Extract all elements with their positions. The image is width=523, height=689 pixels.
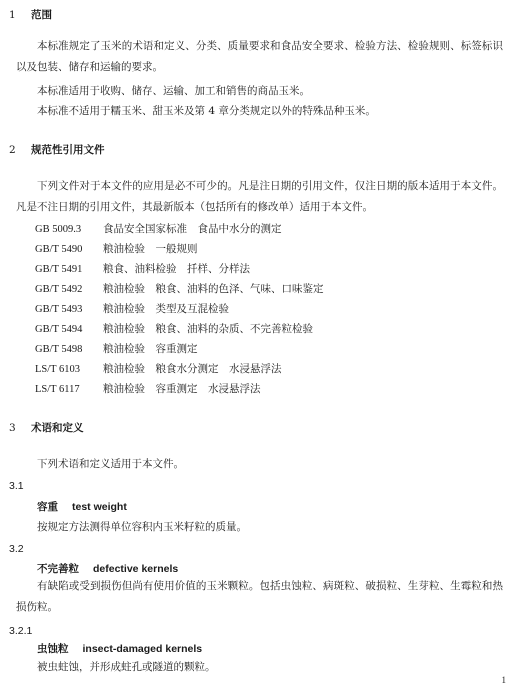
clause-number: 3.1 [9,480,24,492]
section-title: 术语和定义 [31,422,84,434]
term-chinese: 容重 [37,501,58,513]
reference-item [35,222,282,237]
reference-item [35,242,198,257]
term-heading [37,562,178,576]
reference-code: GB/T 5490 [35,244,83,255]
reference-title: 粮食、油料检验 扦样、分样法 [103,263,250,275]
term-english: test weight [72,501,127,513]
reference-code: GB/T 5494 [35,324,83,335]
clause-number: 3.2.1 [9,625,33,637]
section-number: 1 [9,9,16,21]
scope-paragraph-2: 本标准适用于收购、储存、运输、加工和销售的商品玉米。 [37,85,310,97]
clause-number: 3.2 [9,543,24,555]
term-heading [37,500,127,514]
reference-item [35,302,229,317]
term-chinese: 不完善粒 [37,563,79,575]
section-number: 3 [9,422,16,434]
reference-title: 粮油检验 类型及互混检验 [103,303,229,315]
reference-title: 粮油检验 一般规则 [103,243,198,255]
reference-title: 粮油检验 粮食、油料的色泽、气味、口味鉴定 [103,283,324,295]
reference-title: 粮油检验 粮食、油料的杂质、不完善粒检验 [103,323,313,335]
term-english: insect-damaged kernels [82,643,203,655]
reference-code: GB/T 5498 [35,344,83,355]
section-heading-normative-references [9,143,105,157]
page-number: 1 [501,675,506,685]
reference-title: 食品安全国家标准 食品中水分的测定 [103,223,282,235]
reference-item [35,382,261,397]
term-heading [37,642,202,656]
reference-item [35,262,250,277]
term-definition: 按规定方法测得单位容积内玉米籽粒的质量。 [37,521,247,533]
reference-item [35,282,324,297]
section-title: 规范性引用文件 [31,144,105,156]
term-english: defective kernels [93,563,179,575]
reference-code: LS/T 6117 [35,384,80,395]
reference-code: GB 5009.3 [35,224,82,235]
references-intro: 下列文件对于本文件的应用是必不可少的。凡是注日期的引用文件，仅注日期的版本适用于本文件。凡是不注日期的引用文件，其最新版本（包括所有的修改单）适用于本文件。 [16,180,503,213]
term-definition: 有缺陷或受到损伤但尚有使用价值的玉米颗粒。包括虫蚀粒、病斑粒、破损粒、生芽粒、生霉粒和热损伤粒。 [16,580,503,613]
reference-title: 粮油检验 粮食水分测定 水浸悬浮法 [103,363,282,375]
reference-item [35,342,198,357]
reference-code: GB/T 5492 [35,284,83,295]
reference-code: GB/T 5491 [35,264,83,275]
reference-item [35,322,313,337]
term-chinese: 虫蚀粒 [37,643,69,655]
section-title: 范围 [31,9,52,21]
reference-title: 粮油检验 容重测定 [103,343,198,355]
term-definition: 被虫蛀蚀，并形成蛀孔或隧道的颗粒。 [37,661,216,673]
section-heading-scope [9,8,52,22]
section-number: 2 [9,144,16,156]
scope-paragraph-1: 本标准规定了玉米的术语和定义、分类、质量要求和食品安全要求、检验方法、检验规则、标签标识以及包装、储存和运输的要求。 [16,40,503,73]
reference-item [35,362,282,377]
scope-paragraph-3: 本标准不适用于糯玉米、甜玉米及第 4 章分类规定以外的特殊品种玉米。 [37,105,376,117]
reference-code: LS/T 6103 [35,364,81,375]
reference-title: 粮油检验 容重测定 水浸悬浮法 [103,383,261,395]
section-heading-terms-definitions [9,421,84,435]
terms-intro: 下列术语和定义适用于本文件。 [37,458,184,470]
reference-code: GB/T 5493 [35,304,83,315]
